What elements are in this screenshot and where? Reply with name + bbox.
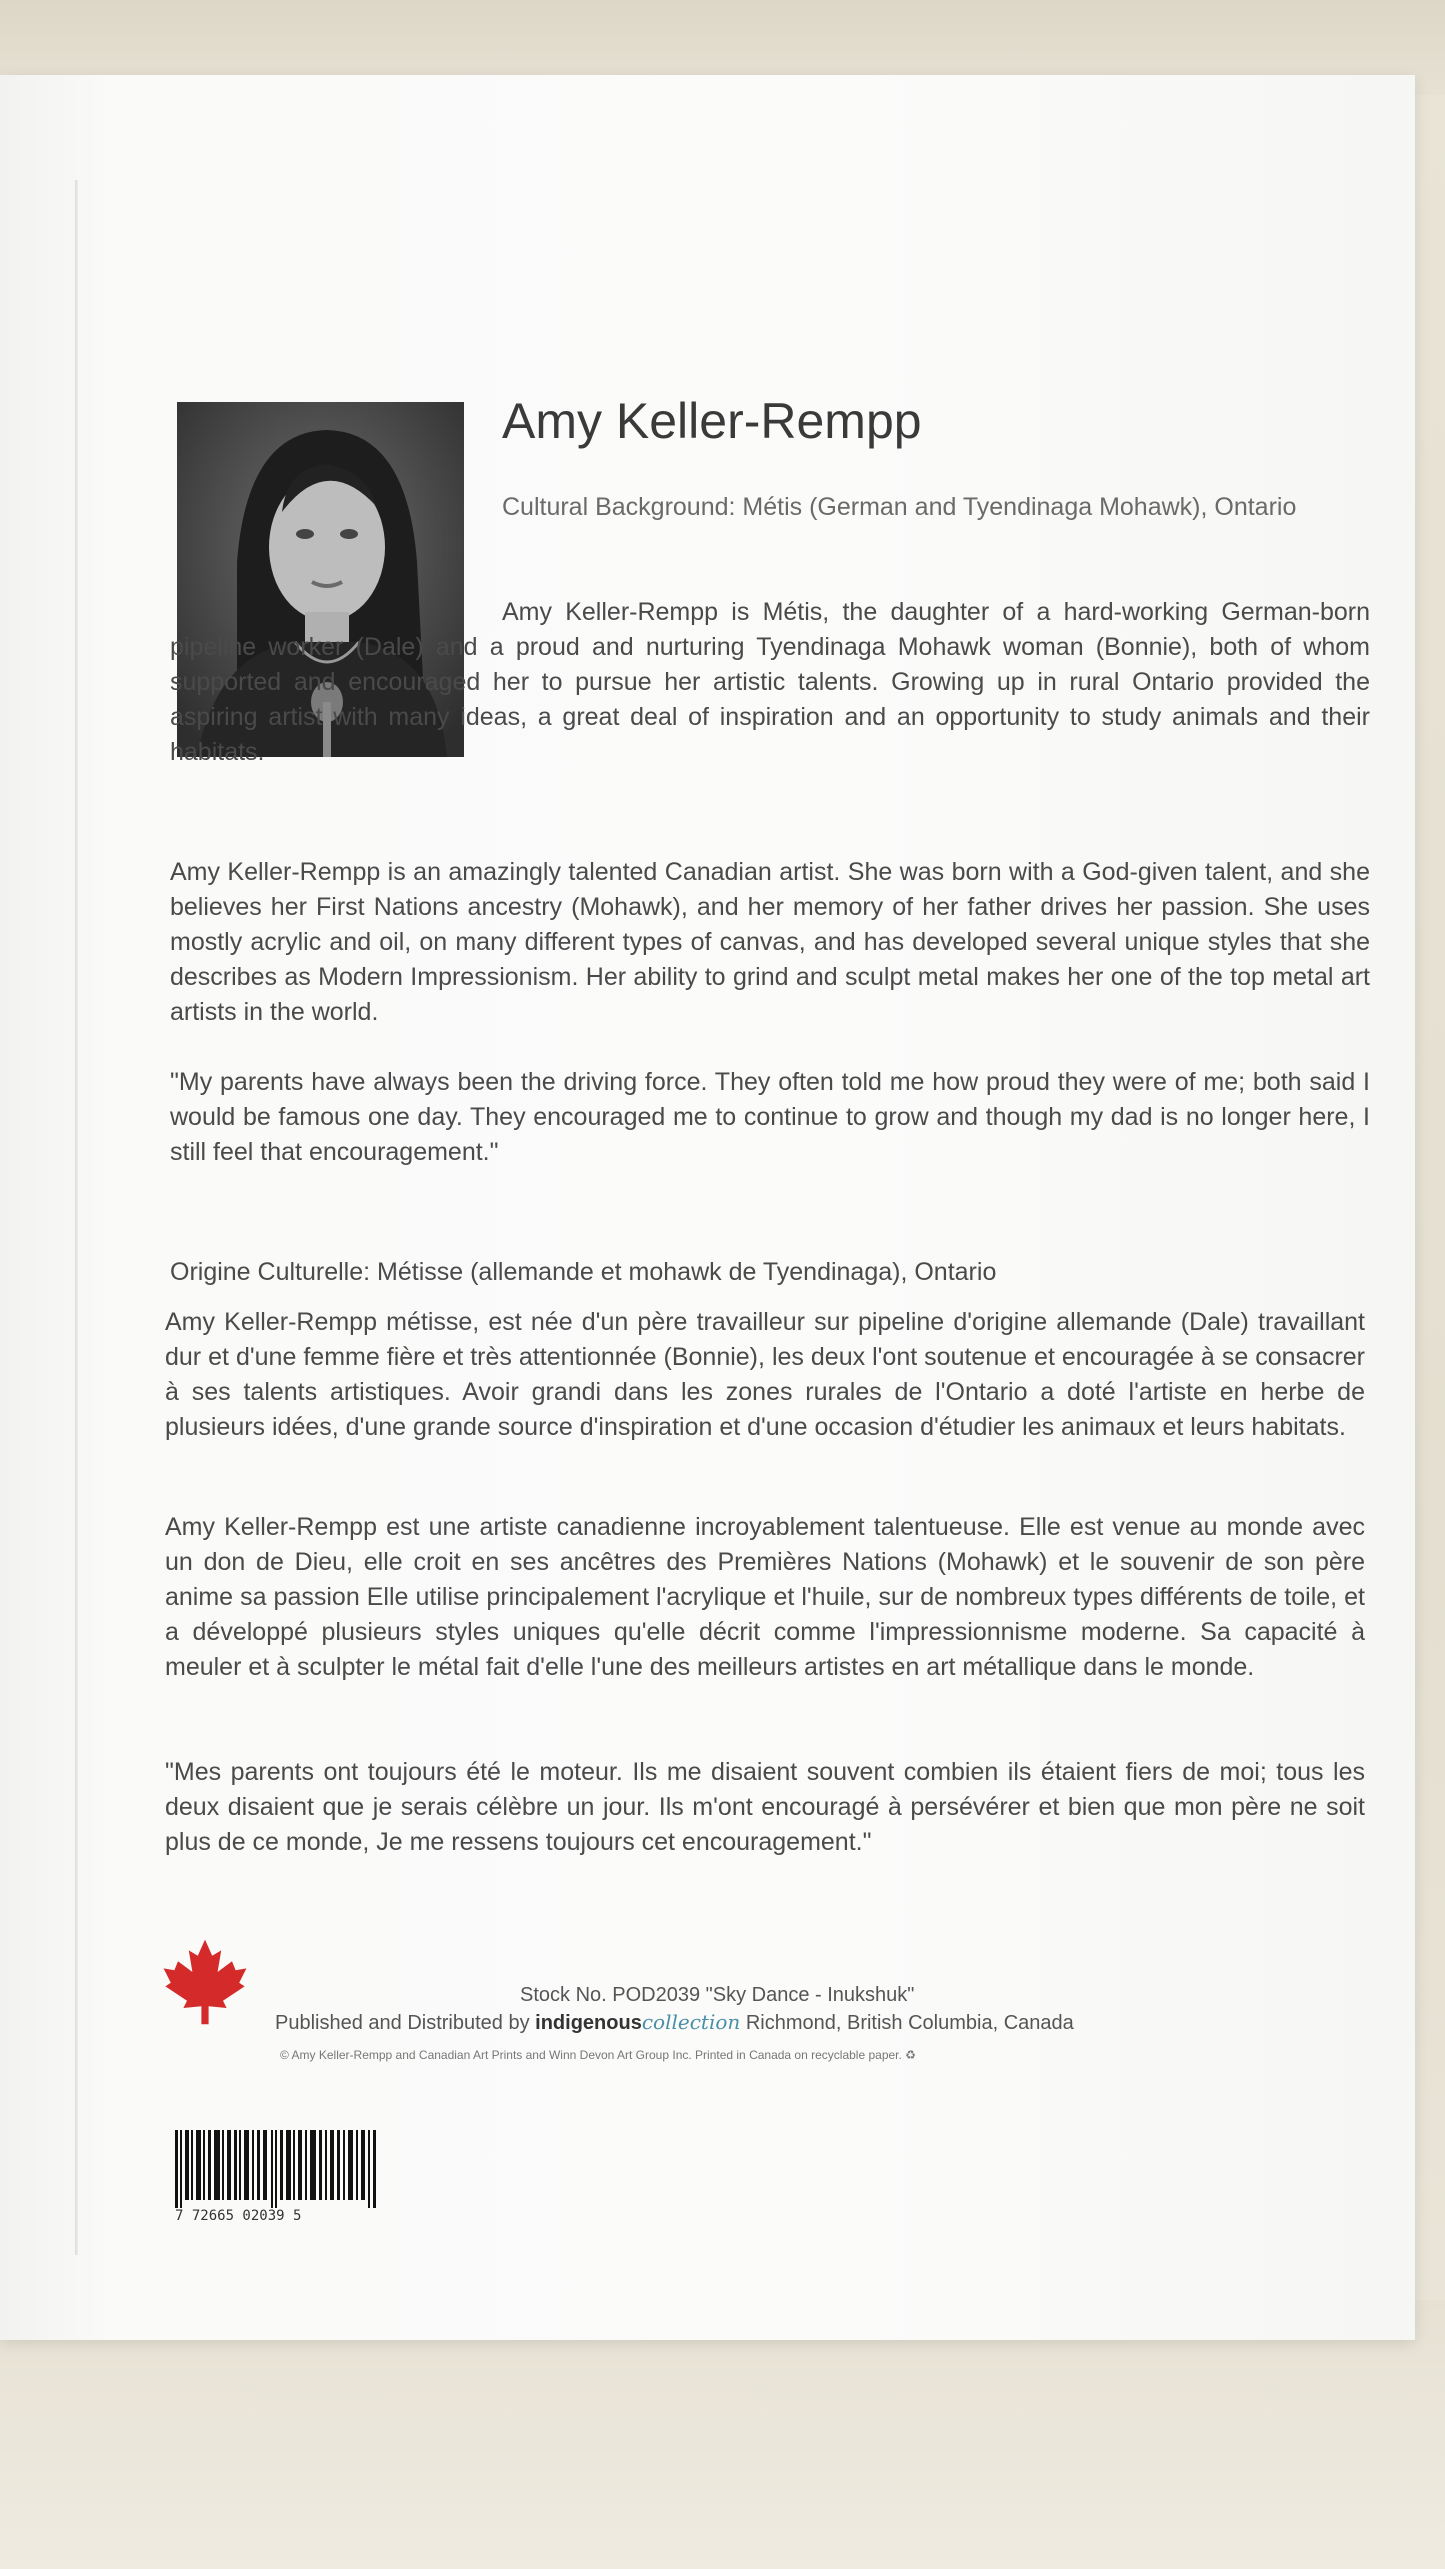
copyright-notice: © Amy Keller-Rempp and Canadian Art Prints and Winn Devon Art Group Inc. Printed in Canada on recyclable paper. ♻	[280, 2048, 916, 2062]
artist-quote: "My parents have always been the driving force. They often told me how proud they were of me; both said I would be famous one day. They encouraged me to continue to grow and though my dad is no longer here, I still feel that encouragement."	[170, 1068, 1370, 1166]
publisher-location: Richmond, British Columbia, Canada	[740, 2012, 1074, 2034]
table-surface-bottom	[0, 2300, 1445, 2569]
artist-name: Amy Keller-Rempp	[502, 393, 922, 449]
barcode-number: 7 72665 02039 5	[175, 2208, 302, 2224]
publisher-prefix: Published and Distributed by	[275, 2012, 536, 2034]
publisher-brand-bold: indigenous	[535, 2012, 642, 2034]
barcode-image	[175, 2130, 385, 2208]
cultural-background: Cultural Background: Métis (German and Tyendinaga Mohawk), Ontario	[502, 493, 1297, 521]
publisher-brand-script: collection	[641, 2010, 741, 2034]
french-quote: "Mes parents ont toujours été le moteur. Ils me disaient souvent combien ils étaient fiers de moi; tous les deux disaient que je serais célèbre un jour. Ils m'ont encouragé à persévérer et bien que mon père ne soit plus de ce monde, Je me ressens toujours cet encouragement."	[165, 1758, 1365, 1856]
french-paragraph-2: Amy Keller-Rempp est une artiste canadienne incroyablement talentueuse. Elle est venue au monde avec un don de Dieu, elle croit en ses ancêtres des Premières Nations (Mohawk) et le souvenir de son père anime sa passion Elle utilise principalement l'acrylique et l'huile, sur de nombreux types différents de toile, et a développé plusieurs styles uniques qu'elle décrit comme l'impressionnisme moderne. Sa capacité à meuler et à sculpter le métal fait d'elle l'une des meilleurs artistes en art métallique dans le monde.	[165, 1513, 1365, 1681]
french-paragraph-1: Amy Keller-Rempp métisse, est née d'un père travailleur sur pipeline d'origine allemande (Dale) travaillant dur et d'une femme fière et très attentionnée (Bonnie), les deux l'ont soutenue et encouragée à se consacrer à ses talents artistiques. Avoir grandi dans les zones rurales de l'Ontario a doté l'artiste en herbe de plusieurs idées, d'une grande source d'inspiration et d'une occasion d'étudier les animaux et leurs habitats.	[165, 1308, 1365, 1441]
stock-number: Stock No. POD2039 "Sky Dance - Inukshuk"	[520, 1984, 915, 2006]
maple-leaf-icon	[160, 1935, 250, 2027]
publisher-line	[275, 2010, 1074, 2035]
card-fold-edge	[75, 180, 78, 2255]
french-origin: Origine Culturelle: Métisse (allemande et mohawk de Tyendinaga), Ontario	[170, 1258, 997, 1286]
bio-paragraph-2: Amy Keller-Rempp is an amazingly talented Canadian artist. She was born with a God-given talent, and she believes her First Nations ancestry (Mohawk), and her memory of her father drives her passion. She uses mostly acrylic and oil, on many different types of canvas, and has developed several unique styles that she describes as Modern Impressionism. Her ability to grind and sculpt metal makes her one of the top metal art artists in the world.	[170, 858, 1370, 1026]
bio-paragraph-1: Amy Keller-Rempp is Métis, the daughter of a hard-working German-born pipeline worker (Dale) and a proud and nurturing Tyendinaga Mohawk woman (Bonnie), both of whom supported and encouraged her to pursue her artistic talents. Growing up in rural Ontario provided the aspiring artist with many ideas, a great deal of inspiration and an opportunity to study animals and their habitats.	[170, 598, 1370, 766]
